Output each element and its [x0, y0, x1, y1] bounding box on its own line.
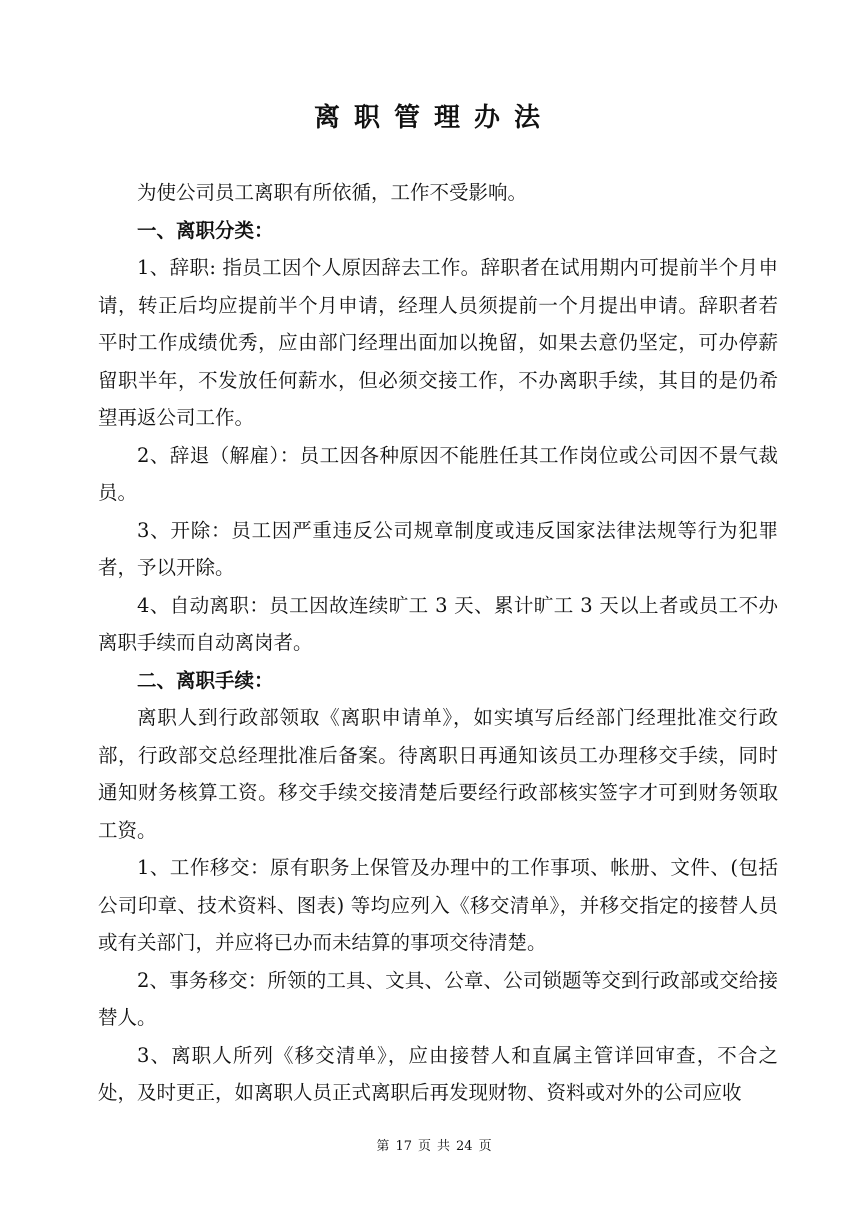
paragraph: 3、开除：员工因严重违反公司规章制度或违反国家法律法规等行为犯罪者，予以开除。	[98, 518, 778, 579]
section-heading: 一、离职分类：	[137, 218, 274, 242]
footer-label-total: 共	[437, 1139, 451, 1154]
paragraph: 4、自动离职：员工因故连续旷工 3 天、累计旷工 3 天以上者或员工不办离职手续而自动离岗者。	[98, 593, 778, 654]
paragraph: 为使公司员工离职有所依循，工作不受影响。	[137, 181, 528, 204]
page-footer	[0, 1138, 868, 1156]
footer-label-unit-end: 页	[478, 1139, 492, 1154]
paragraph: 1、工作移交：原有职务上保管及办理中的工作事项、帐册、文件、(包括公司印章、技术资料、图表) 等均应列入《移交清单》，并移交指定的接替人员或有关部门，并应将已办而未结算的事项交待清楚。	[98, 856, 778, 954]
document-body	[98, 174, 778, 1112]
paragraph: 1、辞职: 指员工因个人原因辞去工作。辞职者在试用期内可提前半个月申请，转正后均应提前半个月申请，经理人员须提前一个月提出申请。辞职者若平时工作成绩优秀，应由部门经理出面加以挽留，如果去意仍坚定，可办停薪留职半年，不发放任何薪水，但必须交接工作，不办离职手续，其目的是仍希望再返公司工作。	[98, 256, 778, 429]
paragraph: 2、事务移交：所领的工具、文具、公章、公司锁题等交到行政部或交给接替人。	[98, 968, 778, 1029]
footer-current-page: 17	[395, 1139, 412, 1154]
paragraph: 2、辞退（解雇）：员工因各种原因不能胜任其工作岗位或公司因不景气裁员。	[98, 443, 778, 504]
paragraph: 离职人到行政部领取《离职申请单》，如实填写后经部门经理批准交行政部，行政部交总经理批准后备案。待离职日再通知该员工办理移交手续，同时通知财务核算工资。移交手续交接清楚后要经行政部核实签字才可到财务领取工资。	[98, 706, 778, 842]
footer-total-pages: 24	[456, 1139, 473, 1154]
footer-label-unit: 页	[417, 1139, 431, 1154]
paragraph: 3、离职人所列《移交清单》，应由接替人和直属主管详回审查，不合之处，及时更正，如离职人员正式离职后再发现财物、资料或对外的公司应收	[98, 1043, 778, 1104]
section-heading: 二、离职手续：	[137, 668, 274, 692]
footer-label-page: 第	[376, 1139, 390, 1154]
document-title: 离职管理办法	[313, 103, 554, 133]
